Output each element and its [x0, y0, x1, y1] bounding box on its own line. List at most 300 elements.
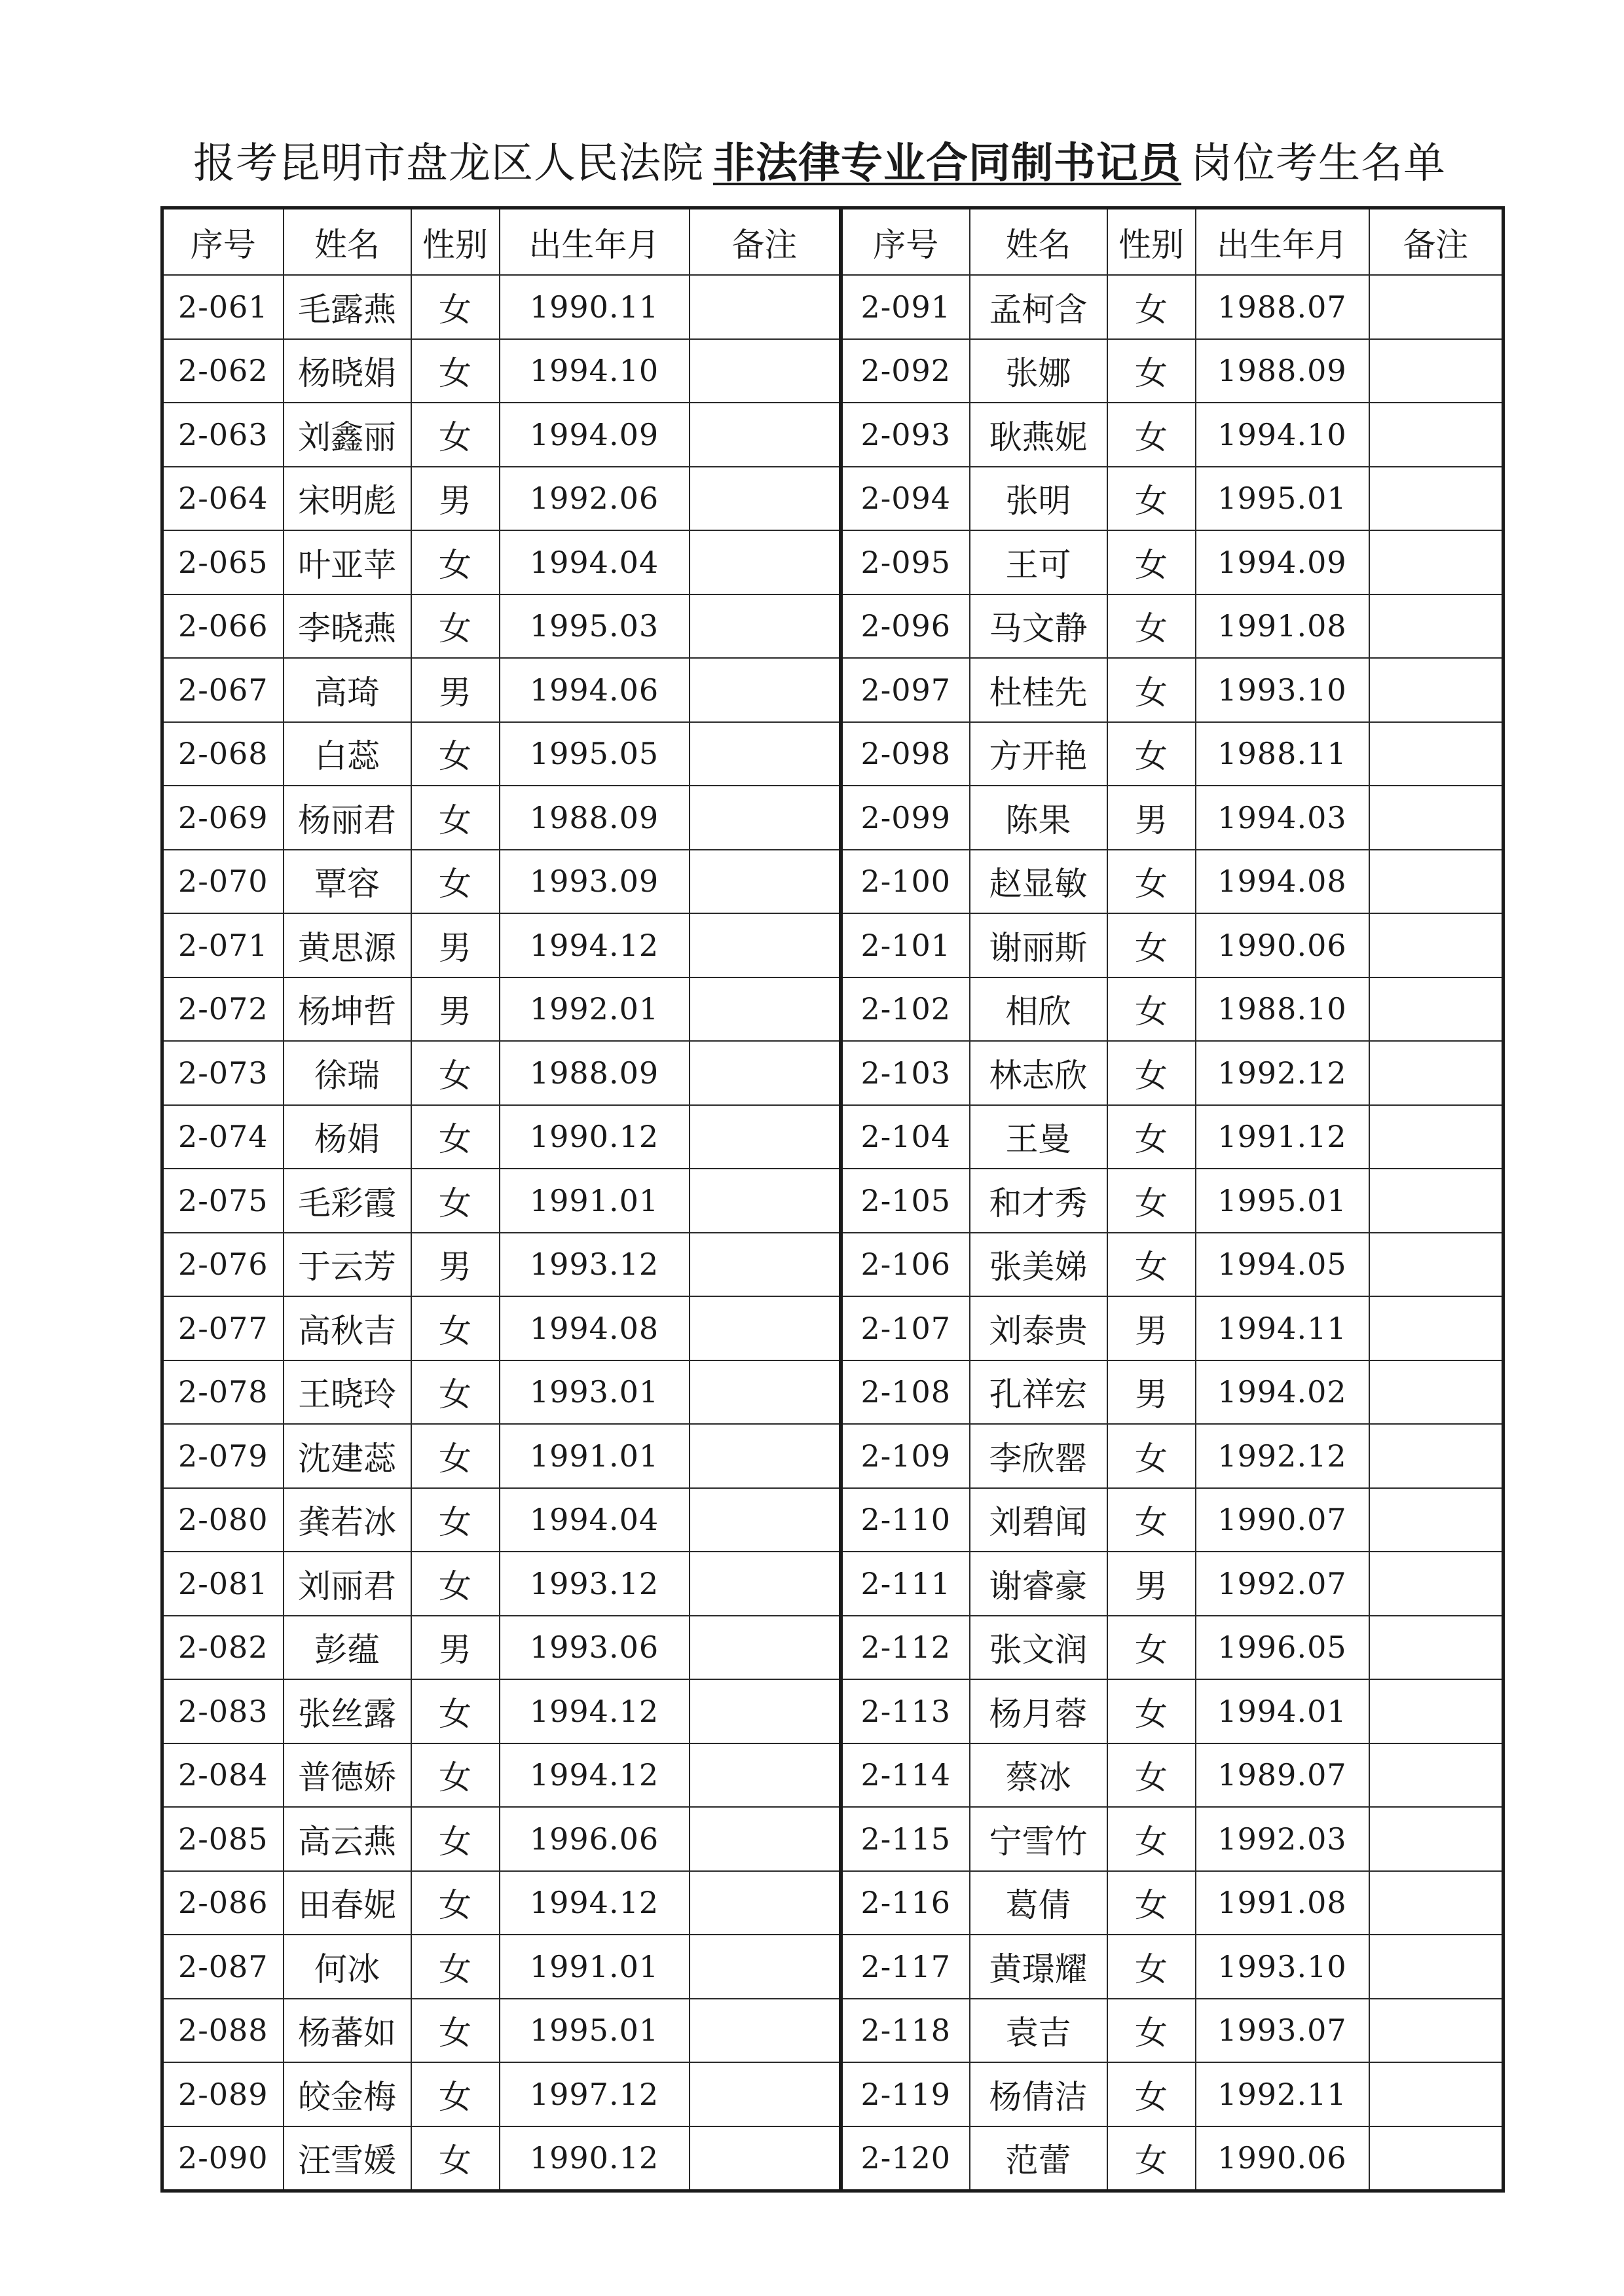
dob-cell: 1995.01 [1196, 467, 1369, 531]
sex-cell: 女 [1107, 2126, 1196, 2191]
sex-cell: 女 [1107, 1935, 1196, 1999]
table-row [162, 977, 840, 1042]
sex-cell: 女 [1107, 658, 1196, 722]
name-cell: 李欣罂 [970, 1424, 1107, 1488]
dob-cell: 1994.09 [500, 403, 690, 467]
name-cell: 王晓玲 [284, 1360, 411, 1425]
name-cell: 宋明彪 [284, 467, 411, 531]
table-row [162, 1552, 840, 1616]
seq-cell: 2-104 [842, 1105, 970, 1169]
dob-cell: 1994.01 [1196, 1679, 1369, 1743]
sex-cell: 女 [411, 850, 500, 914]
seq-cell: 2-118 [842, 1999, 970, 2063]
sex-cell: 女 [1107, 275, 1196, 339]
table-row [842, 1935, 1504, 1999]
note-cell [690, 2126, 840, 2191]
table-body-right [842, 275, 1504, 2191]
name-cell: 白蕊 [284, 722, 411, 786]
name-cell: 汪雪媛 [284, 2126, 411, 2191]
dob-cell: 1994.12 [500, 1871, 690, 1935]
table-row [842, 1871, 1504, 1935]
table-row [842, 530, 1504, 594]
note-cell [1369, 1999, 1504, 2063]
sex-cell: 男 [1107, 786, 1196, 850]
note-cell [1369, 403, 1504, 467]
note-cell [1369, 1488, 1504, 1552]
header-sex: 性别 [411, 208, 500, 276]
seq-cell: 2-080 [162, 1488, 284, 1552]
sex-cell: 女 [411, 1041, 500, 1105]
name-cell: 赵显敏 [970, 850, 1107, 914]
table-row [842, 1105, 1504, 1169]
sex-cell: 女 [1107, 1807, 1196, 1871]
sex-cell: 女 [1107, 467, 1196, 531]
seq-cell: 2-087 [162, 1935, 284, 1999]
table-row [162, 786, 840, 850]
dob-cell: 1990.12 [500, 2126, 690, 2191]
table-row [842, 275, 1504, 339]
sex-cell: 女 [411, 1296, 500, 1360]
table-row [162, 1743, 840, 1808]
note-cell [1369, 913, 1504, 977]
table-row [162, 1871, 840, 1935]
name-cell: 黄璟耀 [970, 1935, 1107, 1999]
seq-cell: 2-086 [162, 1871, 284, 1935]
title-post: 非法律专业合同制书记员 [713, 139, 1181, 188]
table-row [162, 658, 840, 722]
note-cell [690, 1105, 840, 1169]
dob-cell: 1996.05 [1196, 1616, 1369, 1680]
sex-cell: 女 [411, 2062, 500, 2126]
table-row [842, 1488, 1504, 1552]
dob-cell: 1994.12 [500, 1679, 690, 1743]
sex-cell: 女 [1107, 1105, 1196, 1169]
sex-cell: 女 [1107, 339, 1196, 403]
table-row [842, 850, 1504, 914]
name-cell: 杨坤哲 [284, 977, 411, 1042]
dob-cell: 1996.06 [500, 1807, 690, 1871]
sex-cell: 女 [1107, 594, 1196, 659]
dob-cell: 1992.06 [500, 467, 690, 531]
note-cell [690, 1552, 840, 1616]
dob-cell: 1995.03 [500, 594, 690, 659]
table-row [162, 1679, 840, 1743]
name-cell: 徐瑞 [284, 1041, 411, 1105]
sex-cell: 女 [411, 1935, 500, 1999]
table-row [162, 1360, 840, 1425]
name-cell: 高琦 [284, 658, 411, 722]
seq-cell: 2-120 [842, 2126, 970, 2191]
seq-cell: 2-074 [162, 1105, 284, 1169]
note-cell [1369, 530, 1504, 594]
dob-cell: 1993.12 [500, 1233, 690, 1297]
note-cell [690, 1169, 840, 1233]
dob-cell: 1990.07 [1196, 1488, 1369, 1552]
header-dob: 出生年月 [500, 208, 690, 276]
sex-cell: 女 [411, 722, 500, 786]
name-cell: 刘泰贵 [970, 1296, 1107, 1360]
note-cell [1369, 977, 1504, 1042]
seq-cell: 2-073 [162, 1041, 284, 1105]
seq-cell: 2-068 [162, 722, 284, 786]
seq-cell: 2-077 [162, 1296, 284, 1360]
sex-cell: 女 [1107, 977, 1196, 1042]
note-cell [1369, 1616, 1504, 1680]
seq-cell: 2-075 [162, 1169, 284, 1233]
note-cell [690, 530, 840, 594]
header-name: 姓名 [970, 208, 1107, 276]
sex-cell: 男 [1107, 1552, 1196, 1616]
sex-cell: 女 [1107, 1616, 1196, 1680]
name-cell: 于云芳 [284, 1233, 411, 1297]
name-cell: 田春妮 [284, 1871, 411, 1935]
seq-cell: 2-089 [162, 2062, 284, 2126]
dob-cell: 1988.09 [500, 1041, 690, 1105]
table-row [842, 722, 1504, 786]
note-cell [1369, 1105, 1504, 1169]
note-cell [690, 339, 840, 403]
note-cell [1369, 1552, 1504, 1616]
table-row [842, 786, 1504, 850]
table-body-left [162, 275, 840, 2191]
note-cell [690, 658, 840, 722]
dob-cell: 1994.03 [1196, 786, 1369, 850]
sex-cell: 女 [1107, 530, 1196, 594]
seq-cell: 2-091 [842, 275, 970, 339]
header-name: 姓名 [284, 208, 411, 276]
candidate-table-right [841, 206, 1505, 2193]
title-prefix: 报考昆明市盘龙区人民法院 [193, 139, 704, 188]
note-cell [690, 1999, 840, 2063]
seq-cell: 2-098 [842, 722, 970, 786]
table-row [842, 1679, 1504, 1743]
candidate-sheet [160, 206, 1500, 2180]
dob-cell: 1994.02 [1196, 1360, 1369, 1425]
dob-cell: 1990.06 [1196, 2126, 1369, 2191]
seq-cell: 2-102 [842, 977, 970, 1042]
note-cell [690, 1743, 840, 1808]
seq-cell: 2-108 [842, 1360, 970, 1425]
seq-cell: 2-071 [162, 913, 284, 977]
sex-cell: 女 [411, 1807, 500, 1871]
dob-cell: 1994.10 [1196, 403, 1369, 467]
sex-cell: 女 [411, 403, 500, 467]
table-row [162, 2126, 840, 2191]
name-cell: 孔祥宏 [970, 1360, 1107, 1425]
sex-cell: 女 [411, 1552, 500, 1616]
sex-cell: 男 [1107, 1360, 1196, 1425]
note-cell [690, 1871, 840, 1935]
name-cell: 毛露燕 [284, 275, 411, 339]
page-title [193, 131, 1446, 196]
table-row [162, 1616, 840, 1680]
seq-cell: 2-072 [162, 977, 284, 1042]
table-row [842, 1041, 1504, 1105]
note-cell [1369, 850, 1504, 914]
name-cell: 皎金梅 [284, 2062, 411, 2126]
seq-cell: 2-109 [842, 1424, 970, 1488]
name-cell: 谢睿豪 [970, 1552, 1107, 1616]
dob-cell: 1994.12 [500, 1743, 690, 1808]
dob-cell: 1994.06 [500, 658, 690, 722]
note-cell [690, 1935, 840, 1999]
sex-cell: 女 [411, 594, 500, 659]
table-row [162, 594, 840, 659]
sex-cell: 女 [1107, 1424, 1196, 1488]
seq-cell: 2-113 [842, 1679, 970, 1743]
name-cell: 张文润 [970, 1616, 1107, 1680]
sex-cell: 女 [411, 1169, 500, 1233]
dob-cell: 1992.03 [1196, 1807, 1369, 1871]
note-cell [1369, 2062, 1504, 2126]
dob-cell: 1990.11 [500, 275, 690, 339]
dob-cell: 1997.12 [500, 2062, 690, 2126]
table-row [162, 1233, 840, 1297]
dob-cell: 1993.01 [500, 1360, 690, 1425]
dob-cell: 1988.07 [1196, 275, 1369, 339]
name-cell: 杨丽君 [284, 786, 411, 850]
note-cell [690, 594, 840, 659]
table-row [842, 467, 1504, 531]
note-cell [1369, 1041, 1504, 1105]
sex-cell: 女 [1107, 1679, 1196, 1743]
name-cell: 张娜 [970, 339, 1107, 403]
sex-cell: 女 [411, 1743, 500, 1808]
dob-cell: 1991.12 [1196, 1105, 1369, 1169]
dob-cell: 1991.01 [500, 1169, 690, 1233]
seq-cell: 2-078 [162, 1360, 284, 1425]
note-cell [1369, 2126, 1504, 2191]
seq-cell: 2-099 [842, 786, 970, 850]
seq-cell: 2-112 [842, 1616, 970, 1680]
name-cell: 高秋吉 [284, 1296, 411, 1360]
table-row [162, 1424, 840, 1488]
table-row [842, 2126, 1504, 2191]
table-row [842, 1233, 1504, 1297]
note-cell [690, 1233, 840, 1297]
header-sex: 性别 [1107, 208, 1196, 276]
seq-cell: 2-115 [842, 1807, 970, 1871]
dob-cell: 1992.01 [500, 977, 690, 1042]
note-cell [1369, 1169, 1504, 1233]
table-row [842, 913, 1504, 977]
seq-cell: 2-092 [842, 339, 970, 403]
sex-cell: 女 [411, 1871, 500, 1935]
seq-cell: 2-081 [162, 1552, 284, 1616]
dob-cell: 1992.12 [1196, 1424, 1369, 1488]
note-cell [690, 977, 840, 1042]
name-cell: 耿燕妮 [970, 403, 1107, 467]
seq-cell: 2-094 [842, 467, 970, 531]
table-row [162, 530, 840, 594]
sex-cell: 女 [411, 275, 500, 339]
sex-cell: 女 [1107, 722, 1196, 786]
dob-cell: 1991.08 [1196, 1871, 1369, 1935]
table-row [842, 1169, 1504, 1233]
dob-cell: 1995.01 [500, 1999, 690, 2063]
dob-cell: 1991.01 [500, 1935, 690, 1999]
seq-cell: 2-065 [162, 530, 284, 594]
note-cell [1369, 275, 1504, 339]
table-row [162, 467, 840, 531]
note-cell [690, 275, 840, 339]
sex-cell: 女 [411, 1105, 500, 1169]
seq-cell: 2-103 [842, 1041, 970, 1105]
seq-cell: 2-067 [162, 658, 284, 722]
name-cell: 叶亚苹 [284, 530, 411, 594]
note-cell [1369, 1807, 1504, 1871]
seq-cell: 2-083 [162, 1679, 284, 1743]
name-cell: 范蕾 [970, 2126, 1107, 2191]
seq-cell: 2-079 [162, 1424, 284, 1488]
sex-cell: 女 [1107, 1233, 1196, 1297]
seq-cell: 2-095 [842, 530, 970, 594]
name-cell: 刘丽君 [284, 1552, 411, 1616]
table-row [162, 1296, 840, 1360]
dob-cell: 1991.01 [500, 1424, 690, 1488]
seq-cell: 2-097 [842, 658, 970, 722]
seq-cell: 2-062 [162, 339, 284, 403]
title-suffix: 岗位考生名单 [1190, 139, 1446, 188]
sex-cell: 女 [1107, 403, 1196, 467]
name-cell: 李晓燕 [284, 594, 411, 659]
dob-cell: 1993.10 [1196, 658, 1369, 722]
header-note: 备注 [690, 208, 840, 276]
sex-cell: 男 [411, 1233, 500, 1297]
dob-cell: 1993.12 [500, 1552, 690, 1616]
dob-cell: 1993.06 [500, 1616, 690, 1680]
header-row [162, 208, 840, 276]
sex-cell: 女 [411, 339, 500, 403]
table-row [162, 1999, 840, 2063]
table-row [162, 1488, 840, 1552]
note-cell [690, 2062, 840, 2126]
note-cell [690, 1041, 840, 1105]
dob-cell: 1993.10 [1196, 1935, 1369, 1999]
dob-cell: 1990.12 [500, 1105, 690, 1169]
note-cell [1369, 1743, 1504, 1808]
table-row [162, 1807, 840, 1871]
name-cell: 林志欣 [970, 1041, 1107, 1105]
dob-cell: 1993.07 [1196, 1999, 1369, 2063]
seq-cell: 2-106 [842, 1233, 970, 1297]
table-row [842, 1552, 1504, 1616]
seq-cell: 2-119 [842, 2062, 970, 2126]
sex-cell: 男 [411, 658, 500, 722]
note-cell [690, 1488, 840, 1552]
table-row [842, 1296, 1504, 1360]
table-row [162, 1169, 840, 1233]
sex-cell: 女 [411, 1999, 500, 2063]
note-cell [1369, 1935, 1504, 1999]
table-row [162, 2062, 840, 2126]
table-row [842, 1616, 1504, 1680]
name-cell: 刘鑫丽 [284, 403, 411, 467]
name-cell: 杨月蓉 [970, 1679, 1107, 1743]
name-cell: 王曼 [970, 1105, 1107, 1169]
table-row [842, 1999, 1504, 2063]
sex-cell: 女 [1107, 1041, 1196, 1105]
dob-cell: 1994.08 [500, 1296, 690, 1360]
sex-cell: 女 [1107, 1999, 1196, 2063]
sex-cell: 女 [1107, 2062, 1196, 2126]
dob-cell: 1995.05 [500, 722, 690, 786]
note-cell [690, 913, 840, 977]
dob-cell: 1994.05 [1196, 1233, 1369, 1297]
name-cell: 龚若冰 [284, 1488, 411, 1552]
name-cell: 覃容 [284, 850, 411, 914]
name-cell: 谢丽斯 [970, 913, 1107, 977]
note-cell [690, 1424, 840, 1488]
seq-cell: 2-117 [842, 1935, 970, 1999]
note-cell [1369, 1679, 1504, 1743]
seq-cell: 2-111 [842, 1552, 970, 1616]
dob-cell: 1992.11 [1196, 2062, 1369, 2126]
sex-cell: 男 [1107, 1296, 1196, 1360]
table-row [842, 977, 1504, 1042]
seq-cell: 2-110 [842, 1488, 970, 1552]
note-cell [690, 403, 840, 467]
header-dob: 出生年月 [1196, 208, 1369, 276]
name-cell: 蔡冰 [970, 1743, 1107, 1808]
name-cell: 刘碧闻 [970, 1488, 1107, 1552]
sex-cell: 女 [411, 1679, 500, 1743]
sex-cell: 男 [411, 1616, 500, 1680]
table-row [162, 339, 840, 403]
name-cell: 宁雪竹 [970, 1807, 1107, 1871]
note-cell [1369, 1233, 1504, 1297]
table-row [842, 2062, 1504, 2126]
note-cell [1369, 339, 1504, 403]
dob-cell: 1992.12 [1196, 1041, 1369, 1105]
name-cell: 张明 [970, 467, 1107, 531]
header-note: 备注 [1369, 208, 1504, 276]
sex-cell: 女 [1107, 1169, 1196, 1233]
dob-cell: 1988.09 [1196, 339, 1369, 403]
seq-cell: 2-064 [162, 467, 284, 531]
dob-cell: 1988.11 [1196, 722, 1369, 786]
name-cell: 陈果 [970, 786, 1107, 850]
header-seq: 序号 [842, 208, 970, 276]
seq-cell: 2-076 [162, 1233, 284, 1297]
note-cell [1369, 786, 1504, 850]
seq-cell: 2-114 [842, 1743, 970, 1808]
seq-cell: 2-116 [842, 1871, 970, 1935]
note-cell [1369, 658, 1504, 722]
name-cell: 杜桂先 [970, 658, 1107, 722]
sex-cell: 女 [1107, 913, 1196, 977]
note-cell [1369, 1360, 1504, 1425]
name-cell: 方开艳 [970, 722, 1107, 786]
name-cell: 高云燕 [284, 1807, 411, 1871]
sex-cell: 女 [1107, 1871, 1196, 1935]
name-cell: 马文静 [970, 594, 1107, 659]
sex-cell: 女 [411, 2126, 500, 2191]
dob-cell: 1992.07 [1196, 1552, 1369, 1616]
table-row [842, 1807, 1504, 1871]
sex-cell: 女 [1107, 1488, 1196, 1552]
dob-cell: 1994.08 [1196, 850, 1369, 914]
table-row [842, 1424, 1504, 1488]
note-cell [690, 1360, 840, 1425]
header-row [842, 208, 1504, 276]
header-seq: 序号 [162, 208, 284, 276]
dob-cell: 1991.08 [1196, 594, 1369, 659]
name-cell: 和才秀 [970, 1169, 1107, 1233]
seq-cell: 2-082 [162, 1616, 284, 1680]
name-cell: 葛倩 [970, 1871, 1107, 1935]
dob-cell: 1994.04 [500, 530, 690, 594]
